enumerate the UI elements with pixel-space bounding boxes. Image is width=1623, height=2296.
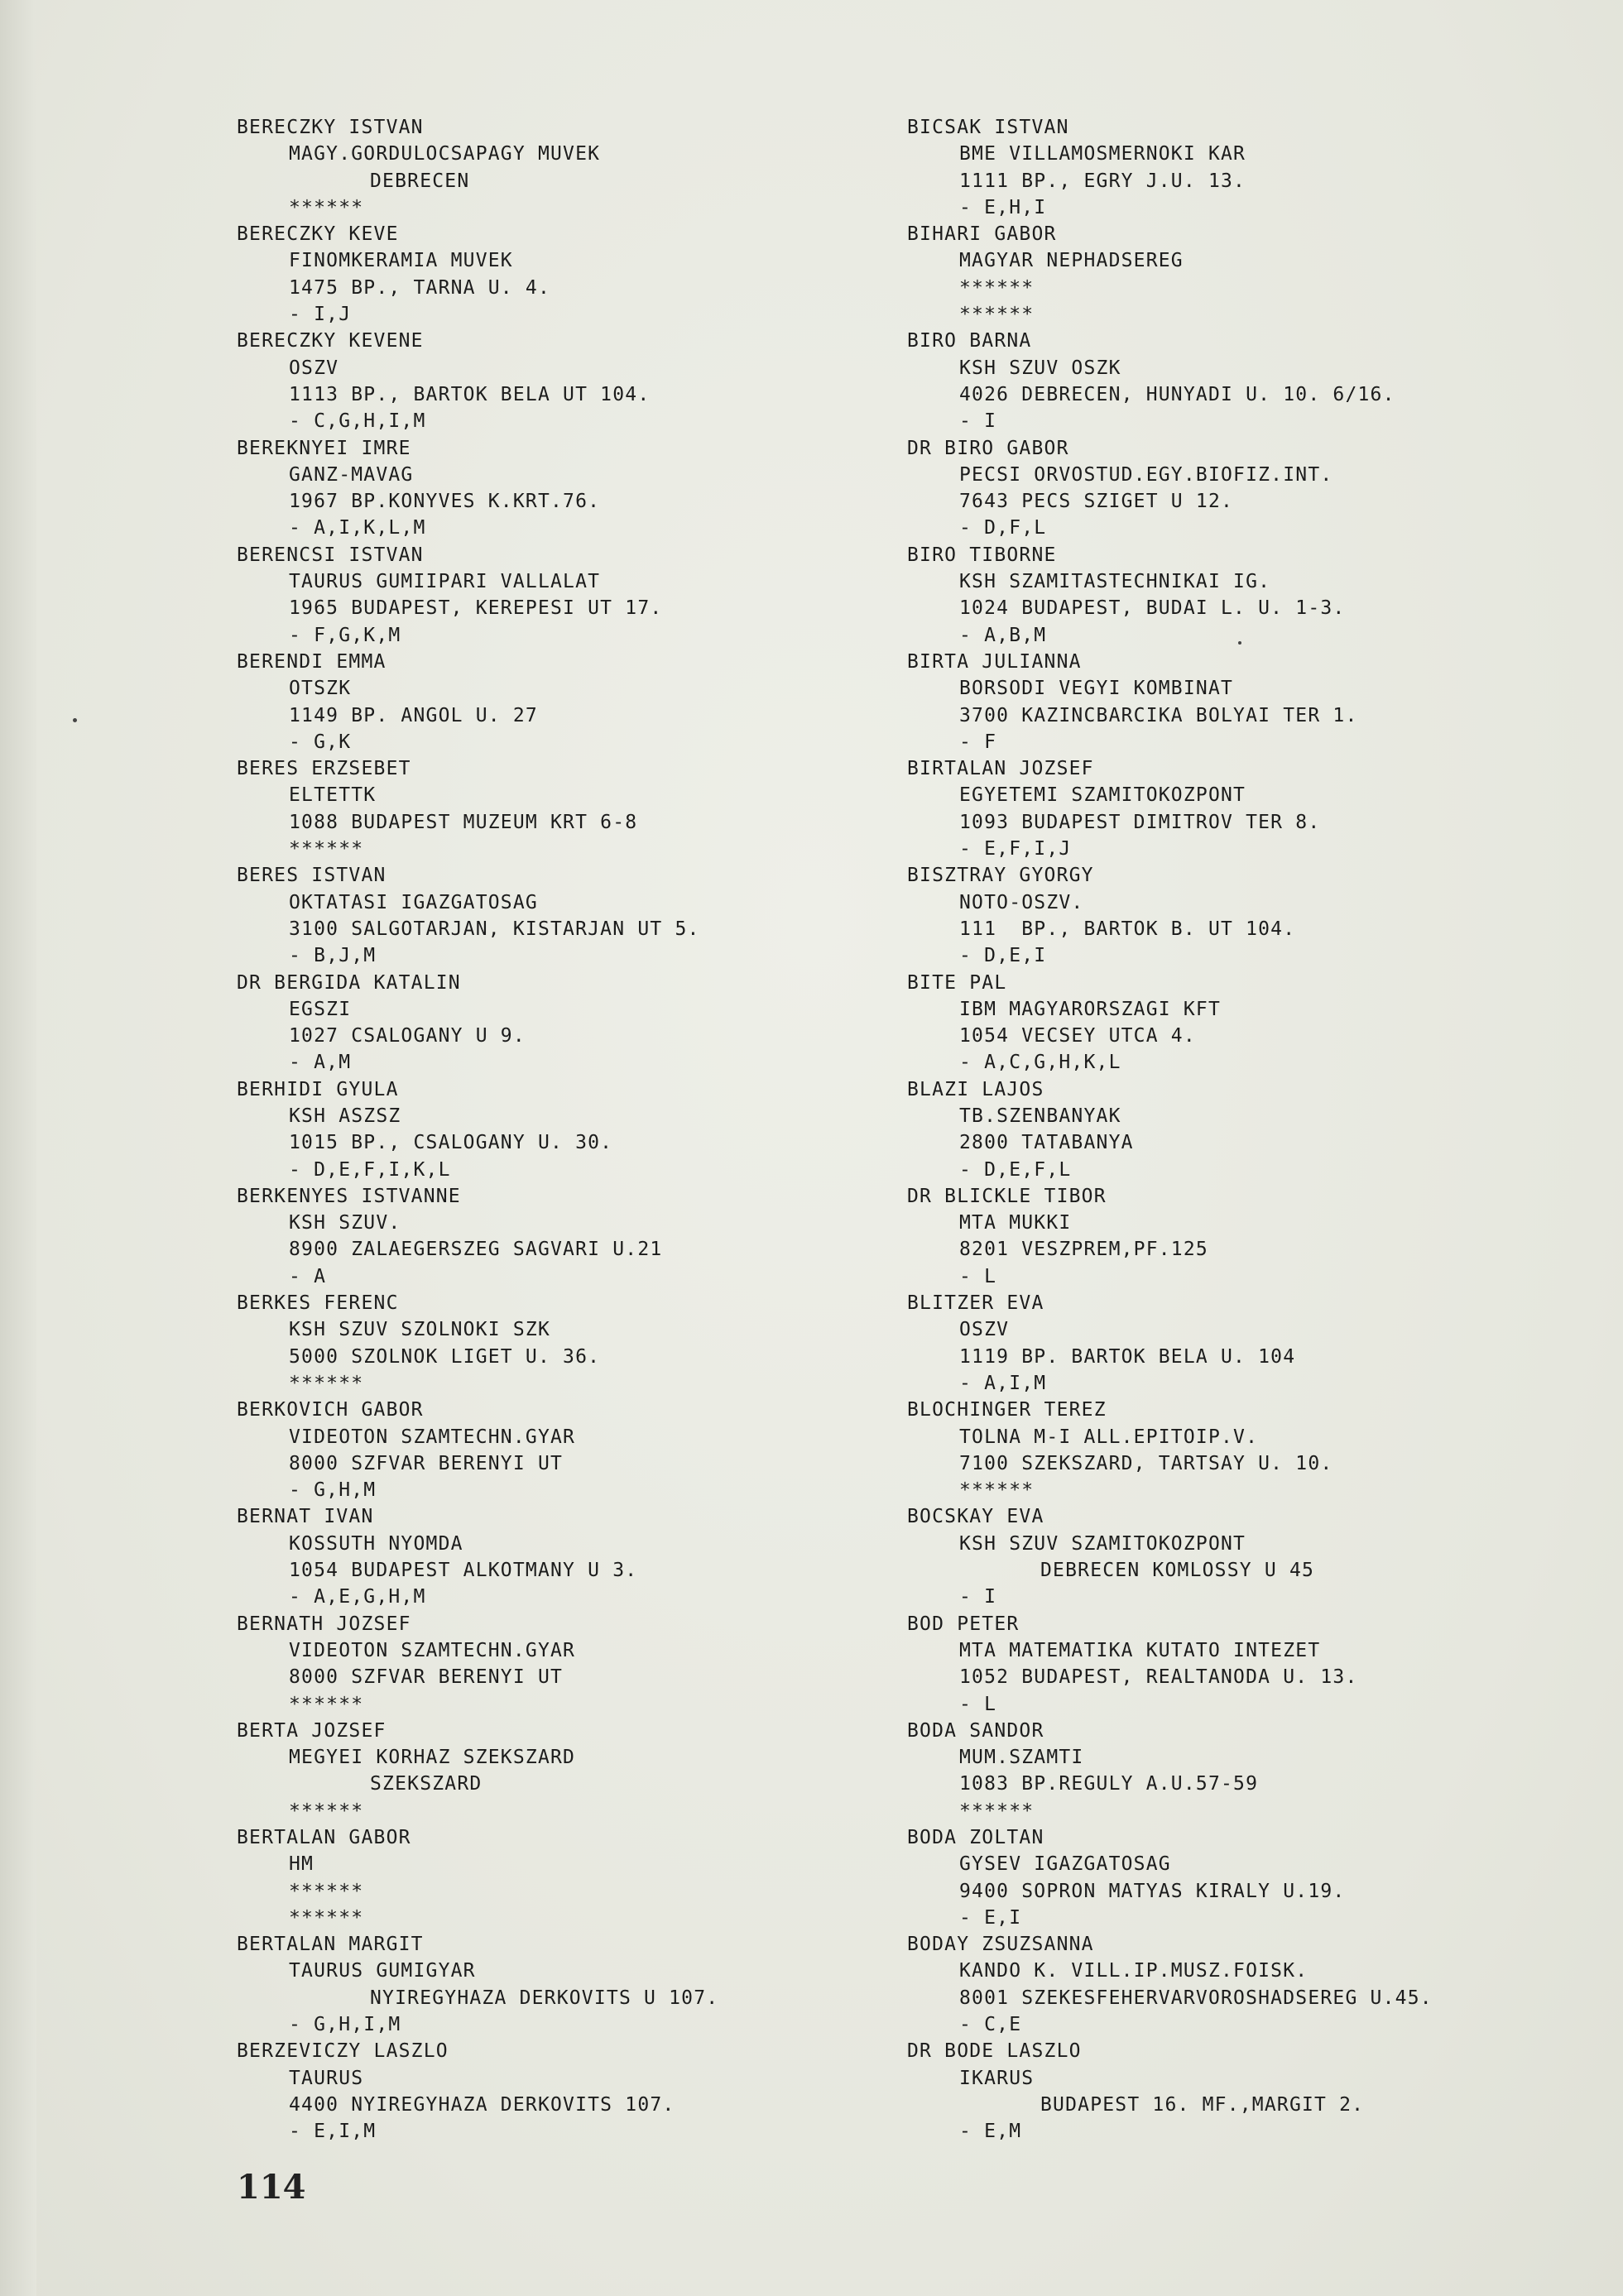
entry-organization: MAGYAR NEPHADSEREG (959, 250, 1184, 272)
entry-address: 1024 BUDAPEST, BUDAI L. U. 1-3. (959, 597, 1346, 620)
entry-codes: - A,M (289, 1052, 352, 1074)
entry-organization: TAURUS (289, 2067, 364, 2089)
page-number: 114 (237, 2168, 306, 2207)
entry-address: 7643 PECS SZIGET U 12. (959, 491, 1234, 513)
entry-name: BITE PAL (907, 971, 1007, 994)
directory-entry (237, 1183, 940, 1290)
dust-speck (73, 718, 77, 722)
entry-address: 8001 SZEKESFEHERVARVOROSHADSEREG U.45. (959, 1987, 1433, 2009)
entry-name: BISZTRAY GYORGY (907, 865, 1094, 887)
entry-organization: KANDO K. VILL.IP.MUSZ.FOISK. (959, 1960, 1308, 1982)
entry-name: BERHIDI GYULA (237, 1078, 399, 1100)
entry-name: BERTA JOZSEF (237, 1719, 387, 1742)
entry-name: BIRTA JULIANNA (907, 650, 1082, 673)
entry-address: 1052 BUDAPEST, REALTANODA U. 13. (959, 1666, 1358, 1689)
entry-codes: - I (959, 1586, 997, 1608)
entry-organization: MTA MATEMATIKA KUTATO INTEZET (959, 1639, 1321, 1661)
entry-codes: - E,M (959, 2121, 1022, 2143)
entry-name: BERNAT IVAN (237, 1506, 374, 1528)
entry-organization: KOSSUTH NYOMDA (289, 1532, 463, 1555)
entry-codes: - G,K (289, 731, 352, 753)
entry-address: 4026 DEBRECEN, HUNYADI U. 10. 6/16. (959, 383, 1395, 405)
entry-address: 5000 SZOLNOK LIGET U. 36. (289, 1345, 601, 1368)
entry-name: BERKENYES ISTVANNE (237, 1185, 461, 1207)
entry-codes: - A,C,G,H,K,L (959, 1052, 1121, 1074)
entry-address: 8000 SZFVAR BERENYI UT (289, 1666, 564, 1689)
directory-entry (907, 649, 1611, 755)
entry-organization: KSH SZUV SZAMITOKOZPONT (959, 1532, 1246, 1555)
directory-entry (237, 862, 940, 969)
directory-entry (237, 1931, 940, 2038)
directory-entry (907, 328, 1611, 434)
entry-organization: VIDEOTON SZAMTECHN.GYAR (289, 1639, 576, 1661)
entry-organization: HM (289, 1853, 315, 1876)
entry-address: 1027 CSALOGANY U 9. (289, 1025, 526, 1047)
entry-address: NYIREGYHAZA DERKOVITS U 107. (370, 1987, 719, 2009)
entry-address: BUDAPEST 16. MF.,MARGIT 2. (1040, 2093, 1365, 2116)
entry-codes: - L (959, 1693, 997, 1715)
entry-name: BERENDI EMMA (237, 650, 387, 673)
entry-address: 1054 BUDAPEST ALKOTMANY U 3. (289, 1560, 638, 1582)
entry-name: BEREKNYEI IMRE (237, 437, 411, 459)
directory-entry (237, 1290, 940, 1397)
entry-codes: - E,I (959, 1906, 1022, 1929)
directory-entry (907, 1824, 1611, 1931)
entry-codes: - A,I,K,L,M (289, 517, 426, 539)
page-edge-shadow (0, 0, 36, 2296)
entry-address: 1093 BUDAPEST DIMITROV TER 8. (959, 811, 1321, 833)
entry-address: 9400 SOPRON MATYAS KIRALY U.19. (959, 1880, 1346, 1902)
entry-codes: ****** (959, 304, 1035, 326)
entry-name: BODA ZOLTAN (907, 1827, 1044, 1848)
entry-codes: - C,E (959, 2014, 1022, 2036)
entry-codes: - B,J,M (289, 945, 377, 967)
directory-entry (237, 542, 940, 649)
directory-entry (907, 1931, 1611, 2038)
entry-address: 111 BP., BARTOK B. UT 104. (959, 918, 1296, 940)
entry-organization: MTA MUKKI (959, 1212, 1072, 1234)
entry-name: BIRTALAN JOZSEF (907, 758, 1094, 780)
directory-entry (237, 1824, 940, 1931)
entry-organization: FINOMKERAMIA MUVEK (289, 250, 513, 272)
entry-organization: BME VILLAMOSMERNOKI KAR (959, 143, 1246, 165)
entry-organization: TOLNA M-I ALL.EPITOIP.V. (959, 1426, 1259, 1448)
directory-entry (237, 435, 940, 542)
entry-codes: - I,J (289, 304, 352, 326)
entry-organization: GANZ-MAVAG (289, 463, 414, 486)
entry-organization: KSH SZAMITASTECHNIKAI IG. (959, 571, 1271, 593)
directory-entry (237, 1611, 940, 1718)
entry-address: 1119 BP. BARTOK BELA U. 104 (959, 1345, 1296, 1368)
entry-name: BIHARI GABOR (907, 223, 1057, 246)
entry-organization: MAGY.GORDULOCSAPAGY MUVEK (289, 143, 601, 165)
entry-address: 8900 ZALAEGERSZEG SAGVARI U.21 (289, 1239, 663, 1261)
entry-address: 3100 SALGOTARJAN, KISTARJAN UT 5. (289, 918, 700, 940)
entry-organization: PECSI ORVOSTUD.EGY.BIOFIZ.INT. (959, 463, 1333, 486)
entry-codes: - A (289, 1265, 327, 1287)
directory-entry (907, 1397, 1611, 1503)
directory-entry (237, 328, 940, 434)
entry-address: 1088 BUDAPEST MUZEUM KRT 6-8 (289, 811, 638, 833)
entry-organization: MUM.SZAMTI (959, 1747, 1084, 1769)
directory-entry (237, 1718, 940, 1824)
entry-codes: - E,H,I (959, 196, 1047, 218)
entry-name: BOD PETER (907, 1613, 1020, 1635)
entry-organization: ELTETTK (289, 784, 377, 807)
entry-codes: ****** (289, 838, 364, 860)
entry-name: BOCSKAY EVA (907, 1506, 1044, 1528)
entry-codes: ****** (289, 1906, 364, 1929)
directory-entry (907, 435, 1611, 542)
entry-codes: - E,F,I,J (959, 838, 1072, 860)
directory-entry (907, 1503, 1611, 1610)
entry-organization: TAURUS GUMIIPARI VALLALAT (289, 571, 601, 593)
entry-codes: - E,I,M (289, 2121, 377, 2143)
entry-organization: IKARUS (959, 2067, 1035, 2089)
entry-name: BLAZI LAJOS (907, 1078, 1044, 1100)
entry-codes: - A,E,G,H,M (289, 1586, 426, 1608)
entry-organization: KSH SZUV OSZK (959, 357, 1121, 379)
entry-address: 4400 NYIREGYHAZA DERKOVITS 107. (289, 2093, 675, 2116)
entry-address: 1113 BP., BARTOK BELA UT 104. (289, 383, 651, 405)
entry-name: BERES ISTVAN (237, 865, 387, 887)
entry-name: BERECZKY KEVENE (237, 330, 424, 352)
directory-entry (237, 755, 940, 862)
entry-codes: - L (959, 1265, 997, 1287)
entry-name: BERKOVICH GABOR (237, 1399, 424, 1421)
directory-entry (907, 1076, 1611, 1183)
entry-address: 8000 SZFVAR BERENYI UT (289, 1452, 564, 1474)
entry-organization: KSH SZUV. (289, 1212, 401, 1234)
entry-address: 1083 BP.REGULY A.U.57-59 (959, 1773, 1259, 1795)
entry-codes: - D,F,L (959, 517, 1047, 539)
directory-entry (907, 1611, 1611, 1718)
entry-codes: - A,B,M (959, 624, 1047, 646)
entry-address: ****** (959, 276, 1035, 299)
entry-name: DR BIRO GABOR (907, 437, 1069, 459)
directory-entry (237, 649, 940, 755)
directory-entry (907, 114, 1611, 221)
entry-codes: - D,E,F,L (959, 1158, 1072, 1181)
entry-codes: ****** (289, 1372, 364, 1394)
entry-name: DR BODE LASZLO (907, 2040, 1082, 2063)
entry-name: DR BLICKLE TIBOR (907, 1185, 1107, 1207)
entry-address: 1967 BP.KONYVES K.KRT.76. (289, 491, 601, 513)
entry-name: BERENCSI ISTVAN (237, 544, 424, 566)
entry-organization: TB.SZENBANYAK (959, 1105, 1121, 1127)
directory-entry (237, 2038, 940, 2145)
entry-address: SZEKSZARD (370, 1773, 483, 1795)
entry-name: BLITZER EVA (907, 1292, 1044, 1315)
entry-organization: EGYETEMI SZAMITOKOZPONT (959, 784, 1246, 807)
entry-address: ****** (289, 1880, 364, 1902)
entry-name: BERTALAN MARGIT (237, 1934, 424, 1956)
entry-address: DEBRECEN (370, 170, 470, 192)
entry-name: BERKES FERENC (237, 1292, 399, 1315)
entry-name: BERECZKY ISTVAN (237, 117, 424, 138)
entry-name: BICSAK ISTVAN (907, 117, 1069, 138)
entry-name: BODA SANDOR (907, 1719, 1044, 1742)
entry-address: 8201 VESZPREM,PF.125 (959, 1239, 1208, 1261)
entry-codes: - D,E,F,I,K,L (289, 1158, 451, 1181)
entry-organization: VIDEOTON SZAMTECHN.GYAR (289, 1426, 576, 1448)
directory-entry (237, 221, 940, 328)
entry-codes: - F,G,K,M (289, 624, 401, 646)
entry-organization: BORSODI VEGYI KOMBINAT (959, 678, 1234, 700)
entry-organization: OTSZK (289, 678, 352, 700)
entry-address: 1475 BP., TARNA U. 4. (289, 276, 550, 299)
right-column (907, 114, 1611, 2145)
entry-organization: OSZV (959, 1319, 1010, 1341)
entry-codes: - G,H,I,M (289, 2014, 401, 2036)
entry-organization: OSZV (289, 357, 339, 379)
entry-organization: GYSEV IGAZGATOSAG (959, 1853, 1171, 1876)
entry-address: 3700 KAZINCBARCIKA BOLYAI TER 1. (959, 704, 1358, 726)
entry-address: 7100 SZEKSZARD, TARTSAY U. 10. (959, 1452, 1333, 1474)
entry-organization: TAURUS GUMIGYAR (289, 1960, 476, 1982)
entry-codes: - A,I,M (959, 1372, 1047, 1394)
entry-organization: OKTATASI IGAZGATOSAG (289, 891, 538, 913)
entry-name: BODAY ZSUZSANNA (907, 1934, 1094, 1956)
entry-organization: KSH SZUV SZOLNOKI SZK (289, 1319, 550, 1341)
entry-organization: KSH ASZSZ (289, 1105, 401, 1127)
directory-entry (907, 221, 1611, 328)
entry-codes: - D,E,I (959, 945, 1047, 967)
entry-organization: NOTO-OSZV. (959, 891, 1084, 913)
entry-address: 1054 VECSEY UTCA 4. (959, 1025, 1196, 1047)
entry-address: 1149 BP. ANGOL U. 27 (289, 704, 538, 726)
entry-name: BLOCHINGER TEREZ (907, 1399, 1107, 1421)
directory-entry (907, 1183, 1611, 1290)
entry-address: 2800 TATABANYA (959, 1132, 1134, 1154)
entry-name: BERNATH JOZSEF (237, 1613, 411, 1635)
directory-entry (237, 1076, 940, 1183)
entry-name: BERTALAN GABOR (237, 1827, 411, 1848)
entry-name: BIRO TIBORNE (907, 544, 1057, 566)
directory-entry (907, 542, 1611, 649)
entry-codes: ****** (289, 196, 364, 218)
entry-address: DEBRECEN KOMLOSSY U 45 (1040, 1560, 1315, 1582)
directory-entry (907, 862, 1611, 969)
entry-name: DR BERGIDA KATALIN (237, 971, 461, 994)
directory-entry (237, 1503, 940, 1610)
entry-organization: EGSZI (289, 998, 352, 1020)
entry-address: 1965 BUDAPEST, KEREPESI UT 17. (289, 597, 663, 620)
dust-speck (1238, 641, 1241, 645)
entry-organization: IBM MAGYARORSZAGI KFT (959, 998, 1221, 1020)
entry-name: BERZEVICZY LASZLO (237, 2040, 449, 2063)
entry-codes: - C,G,H,I,M (289, 410, 426, 433)
left-column (237, 114, 940, 2145)
directory-entry (907, 755, 1611, 862)
entry-address: 1015 BP., CSALOGANY U. 30. (289, 1132, 613, 1154)
entry-codes: ****** (959, 1479, 1035, 1502)
directory-entry (237, 114, 940, 221)
entry-codes: ****** (289, 1693, 364, 1715)
directory-entry (907, 1718, 1611, 1824)
entry-organization: MEGYEI KORHAZ SZEKSZARD (289, 1747, 576, 1769)
directory-entry (907, 2038, 1611, 2145)
entry-codes: ****** (289, 1800, 364, 1822)
entry-codes: - G,H,M (289, 1479, 377, 1502)
entry-codes: - F (959, 731, 997, 753)
entry-name: BERES ERZSEBET (237, 758, 411, 780)
directory-entry (907, 1290, 1611, 1397)
entry-codes: ****** (959, 1800, 1035, 1822)
entry-name: BIRO BARNA (907, 330, 1032, 352)
entry-address: 1111 BP., EGRY J.U. 13. (959, 170, 1246, 192)
entry-codes: - I (959, 410, 997, 433)
directory-entry (237, 1397, 940, 1503)
directory-entry (237, 970, 940, 1076)
entry-name: BERECZKY KEVE (237, 223, 399, 246)
directory-entry (907, 970, 1611, 1076)
